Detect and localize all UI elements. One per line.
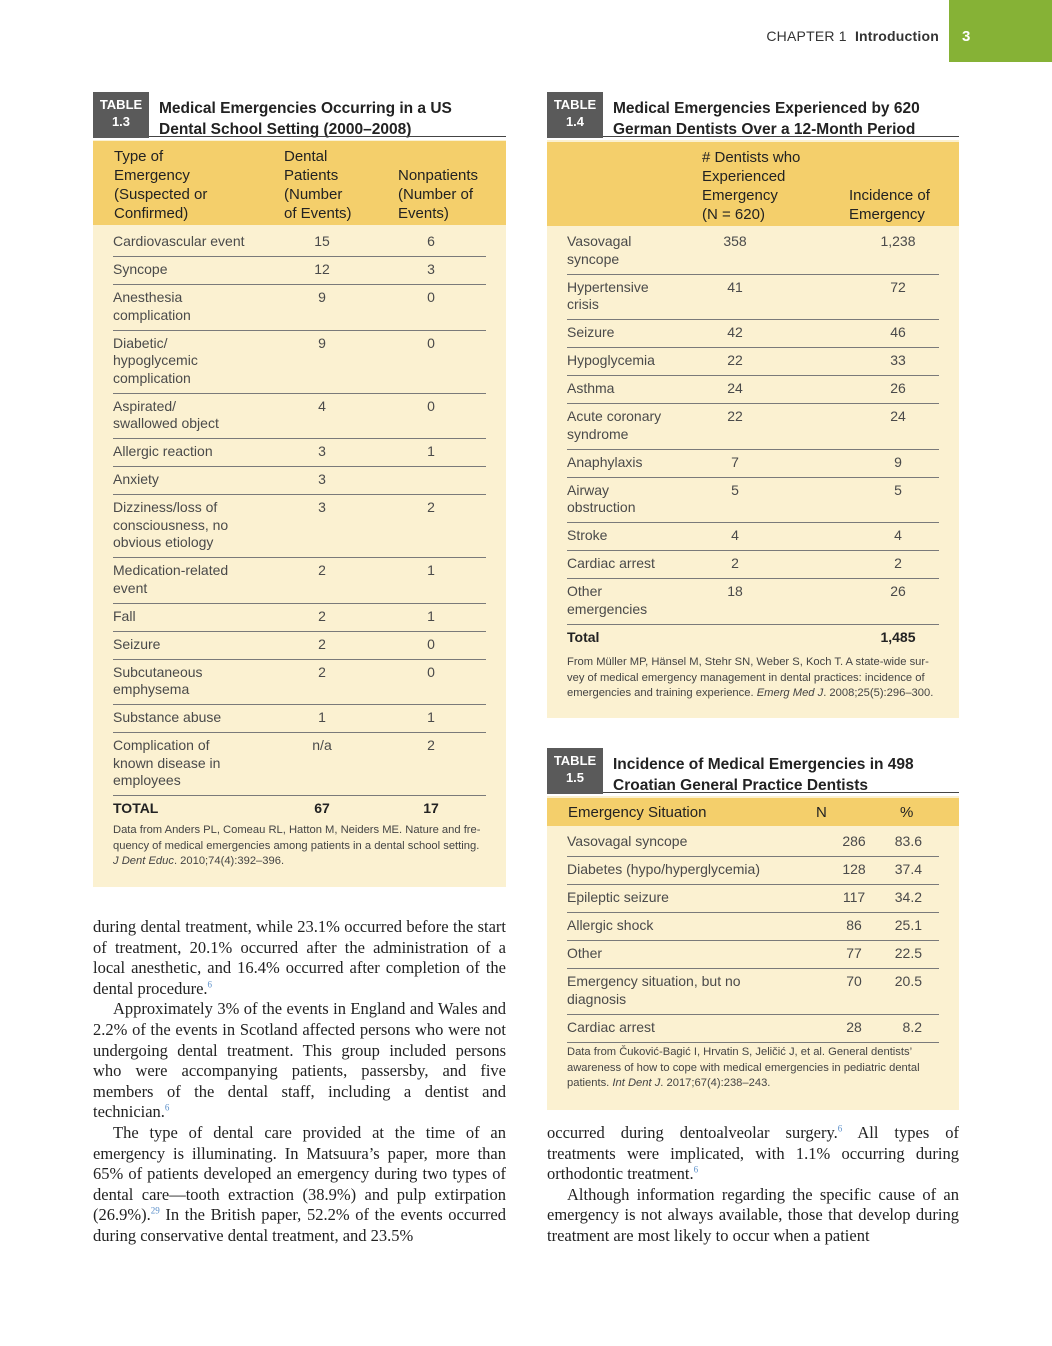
header-dentists: # Dentists who Experienced Emergency (N = 620) — [702, 149, 801, 223]
cell-incidence: 24 — [890, 408, 906, 424]
table-tag-word: TABLE — [99, 97, 143, 112]
table-row — [567, 274, 939, 321]
cell-type: Other emergencies — [567, 583, 648, 617]
table-row — [113, 466, 486, 495]
cell-type: Diabetes (hypo/hyperglycemia) — [567, 861, 760, 877]
cell-type: Anxiety — [113, 471, 159, 487]
body-text-left — [93, 917, 506, 1247]
cell-pct: 8.2 — [902, 1018, 922, 1035]
header-patients: Dental Patients (Number of Events) — [284, 148, 352, 222]
table-row — [113, 330, 486, 394]
header-n: N — [816, 804, 827, 821]
citation[interactable]: 6 — [837, 1123, 843, 1134]
cell-n: 28 — [846, 1018, 862, 1035]
cell-nonpatients: 1 — [427, 443, 435, 459]
cell-patients: 9 — [318, 334, 326, 351]
table-tag-number: 1.5 — [565, 770, 585, 785]
table-row — [113, 393, 486, 440]
cell-type: Aspirated/ swallowed object — [113, 397, 219, 431]
cell-pct: 22.5 — [894, 945, 922, 961]
cell-incidence: 46 — [890, 324, 906, 340]
cell-type: Medication-related event — [113, 562, 229, 596]
table-title-line: Dental School Setting (2000–2008) — [159, 121, 412, 138]
page-header — [0, 0, 1052, 62]
cell-type: Substance abuse — [113, 709, 222, 725]
table-row — [113, 256, 486, 285]
cell-type: Subcutaneous emphysema — [113, 663, 203, 697]
table-row — [567, 968, 939, 1015]
cell-nonpatients: 1 — [427, 709, 435, 725]
cell-patients: 12 — [314, 261, 330, 277]
table-row — [567, 477, 939, 524]
cell-nonpatients: 1 — [427, 607, 435, 624]
cell-type: Seizure — [567, 324, 615, 340]
table-title-line: Croatian General Practice Dentists — [613, 777, 868, 794]
table-row — [567, 884, 939, 913]
table-total-row — [113, 795, 486, 823]
table-title — [613, 98, 920, 140]
cell-type: Asthma — [567, 380, 615, 396]
table-row — [567, 828, 939, 857]
cell-dentists: 7 — [731, 453, 739, 470]
cell-type: Emergency situation, but no diagnosis — [567, 973, 741, 1007]
cell-patients: 2 — [318, 635, 326, 652]
table-row — [113, 631, 486, 660]
table-header — [547, 798, 959, 826]
table-title-line: Medical Emergencies Occurring in a US — [159, 100, 452, 117]
cell-patients: 2 — [318, 562, 326, 578]
cell-pct: 20.5 — [894, 973, 922, 989]
table-row — [567, 449, 939, 478]
cell-patients: n/a — [312, 737, 332, 753]
cell-type: Total — [567, 628, 600, 645]
cell-patients: 2 — [318, 663, 326, 680]
table-row — [567, 347, 939, 376]
cell-type: Other — [567, 945, 603, 961]
table-row — [567, 375, 939, 404]
table-row — [113, 438, 486, 467]
table-caption — [547, 92, 959, 140]
table-row — [567, 1014, 939, 1043]
cell-type: Cardiac arrest — [567, 1018, 655, 1035]
cell-pct: 83.6 — [894, 833, 922, 849]
table-1-5 — [547, 748, 959, 1110]
paragraph: Approximately 3% of the events in England and Wales and 2.2% of the events in Scotland affected persons who were not undergoing dental treatment. This group included persons who were accompanying patients, passersby, and five members of the dental staff, including a dentist and technician.$^6$ — [93, 999, 506, 1122]
cell-type: Fall — [113, 607, 136, 624]
table-row — [567, 940, 939, 969]
cell-incidence: 72 — [890, 278, 906, 295]
citation[interactable]: 6 — [693, 1164, 699, 1175]
table-caption — [547, 748, 959, 796]
table-tag-word: TABLE — [553, 97, 597, 112]
cell-type: Hypertensive crisis — [567, 278, 649, 312]
table-title-line: German Dentists Over a 12-Month Period — [613, 121, 916, 138]
header-percent: % — [900, 804, 914, 821]
table-row — [113, 494, 486, 558]
cell-nonpatients: 0 — [427, 635, 435, 652]
header-incidence: Incidence of Emergency — [849, 187, 930, 223]
table-header — [547, 142, 959, 226]
cell-nonpatients: 6 — [427, 233, 435, 249]
cell-incidence: 26 — [890, 583, 906, 599]
cell-dentists: 24 — [727, 380, 743, 396]
citation[interactable]: 29 — [150, 1205, 160, 1216]
cell-pct: 25.1 — [894, 917, 922, 933]
cell-type: Anaphylaxis — [567, 453, 643, 470]
table-row — [567, 912, 939, 941]
cell-type: Diabetic/ hypoglycemic complication — [113, 334, 198, 386]
cell-nonpatients: 2 — [427, 737, 435, 753]
table-1-4 — [547, 92, 959, 718]
cell-type: Acute coronary syndrome — [567, 408, 662, 442]
cell-patients: 3 — [318, 443, 326, 459]
cell-dentists: 358 — [723, 233, 747, 249]
table-caption — [93, 92, 506, 140]
table-tag-number: 1.4 — [565, 114, 585, 129]
cell-patients: 67 — [314, 800, 330, 816]
table-source: Data from Čuković-Bagić I, Hrvatin S, Jeličić J, et al. General dentists’ awareness of how to cope with medical emergencies in pediatric dental patients. Int Dent J. 2017;67(4):238–243. — [567, 1046, 920, 1089]
cell-nonpatients: 1 — [427, 562, 435, 578]
cell-dentists: 41 — [727, 278, 743, 295]
table-source: From Müller MP, Hänsel M, Stehr SN, Weber S, Koch T. A state-wide sur- vey of medical emergency management in dental practices: incidence of emergencies and training experience. Emerg Med J. 2008;25(5):296–300. — [567, 656, 934, 699]
chapter-label: CHAPTER 1 — [766, 28, 847, 44]
table-header — [93, 141, 506, 225]
cell-incidence: 4 — [894, 527, 902, 543]
cell-nonpatients: 0 — [427, 663, 435, 680]
cell-type: Epileptic seizure — [567, 889, 669, 905]
table-1-3 — [93, 92, 506, 887]
cell-n: 77 — [846, 945, 862, 961]
table-tag-number: 1.3 — [111, 114, 131, 129]
cell-patients: 4 — [318, 397, 326, 414]
caption-rule — [603, 792, 959, 793]
cell-nonpatients: 0 — [427, 397, 435, 414]
page-number: 3 — [949, 0, 1052, 62]
citation[interactable]: 6 — [164, 1102, 170, 1113]
header-type: Type of Emergency (Suspected or Confirmed) — [114, 148, 208, 222]
header-situation: Emergency Situation — [568, 804, 707, 821]
caption-rule — [603, 136, 959, 137]
table-row — [113, 704, 486, 733]
table-row — [113, 659, 486, 706]
cell-type: Cardiovascular event — [113, 233, 245, 249]
cell-n: 86 — [846, 917, 862, 933]
cell-incidence: 5 — [894, 481, 902, 498]
cell-nonpatients: 0 — [427, 334, 435, 351]
paragraph: The type of dental care provided at the time of an emergency is illuminating. In Matsuura’s paper, more than 65% of patients developed an emergency during two types of dental care—tooth extraction (38.9%) and pulp extirpation (26.9%).$^{29}$ In the British paper, 52.2% of the events occurred during conservative dental treatment, and 23.5% — [93, 1122, 506, 1245]
table-row — [113, 732, 486, 796]
running-head — [766, 28, 939, 44]
cell-pct: 37.4 — [894, 861, 922, 877]
cell-type: Syncope — [113, 261, 168, 277]
cell-type: Seizure — [113, 635, 161, 652]
table-row — [567, 228, 939, 275]
cell-n: 117 — [842, 889, 866, 905]
cell-incidence: 26 — [890, 380, 906, 396]
cell-dentists: 42 — [727, 324, 743, 340]
table-row — [113, 557, 486, 604]
table-row — [567, 403, 939, 450]
paragraph: during dental treatment, while 23.1% occurred before the start of treatment, 20.1% occurred after the administration of a local anesthetic, and 16.4% occurred after completion of the dental procedure.$^6$ — [93, 917, 506, 998]
table-row — [113, 228, 486, 257]
header-nonpatients: Nonpatients (Number of Events) — [398, 167, 479, 222]
table-source: Data from Anders PL, Comeau RL, Hatton M, Neiders ME. Nature and fre- quency of medical emergencies among patients in a dental school setting. J Dent Educ. 2010;74(4):392–396. — [113, 824, 481, 867]
table-tag — [547, 92, 603, 138]
cell-type: Allergic reaction — [113, 443, 213, 459]
cell-dentists: 22 — [727, 352, 743, 368]
cell-type: Dizziness/loss of consciousness, no obvious etiology — [113, 499, 229, 550]
cell-dentists: 5 — [731, 481, 739, 498]
cell-n: 70 — [846, 973, 862, 989]
cell-type: Stroke — [567, 527, 608, 543]
cell-type: Complication of known disease in employees — [113, 737, 221, 788]
body-text-right — [547, 1123, 959, 1247]
paragraph: occurred during dentoalveolar surgery.$^6$ All types of treatments were implicated, with 1.1% occurring during orthodontic treatment.$^6$ — [547, 1123, 959, 1184]
cell-dentists: 2 — [731, 555, 739, 571]
cell-incidence: 33 — [890, 352, 906, 368]
cell-dentists: 22 — [727, 408, 743, 424]
cell-incidence: 1,238 — [880, 233, 916, 249]
citation[interactable]: 6 — [207, 979, 213, 990]
cell-patients: 3 — [318, 499, 326, 515]
cell-nonpatients: 2 — [427, 499, 435, 515]
cell-type: Allergic shock — [567, 917, 654, 933]
cell-patients: 9 — [318, 289, 326, 305]
cell-type: Anesthesia complication — [113, 289, 191, 323]
cell-patients: 1 — [318, 709, 326, 725]
table-row — [567, 550, 939, 579]
cell-dentists: 18 — [727, 583, 743, 599]
cell-nonpatients: 3 — [427, 261, 435, 277]
section-label: Introduction — [854, 28, 939, 44]
cell-type: Vasovagal syncope — [567, 233, 632, 267]
table-row — [567, 319, 939, 348]
cell-n: 128 — [842, 861, 866, 877]
table-title-line: Medical Emergencies Experienced by 620 — [613, 100, 920, 117]
table-row — [567, 522, 939, 551]
table-title — [613, 754, 914, 796]
caption-rule — [149, 136, 506, 137]
paragraph: Although information regarding the specific cause of an emergency is not always available, those that develop during treatment are most likely to occur when a patient — [547, 1184, 959, 1245]
table-row — [113, 284, 486, 331]
cell-type: Cardiac arrest — [567, 555, 655, 571]
table-title-line: Incidence of Medical Emergencies in 498 — [613, 756, 914, 773]
table-total-row — [567, 624, 939, 652]
cell-n: 286 — [842, 833, 866, 849]
cell-type: Airway obstruction — [567, 481, 636, 515]
cell-patients: 3 — [318, 471, 326, 487]
table-row — [113, 603, 486, 632]
table-tag — [547, 748, 603, 794]
table-tag — [93, 92, 149, 138]
cell-type: TOTAL — [113, 800, 159, 816]
cell-incidence: 9 — [894, 453, 902, 470]
cell-pct: 34.2 — [894, 889, 922, 905]
table-row — [567, 578, 939, 625]
cell-dentists: 4 — [731, 527, 739, 543]
cell-incidence: 1,485 — [880, 628, 916, 645]
cell-type: Vasovagal syncope — [567, 833, 688, 849]
cell-patients: 15 — [314, 233, 330, 249]
cell-incidence: 2 — [894, 555, 902, 571]
cell-nonpatients: 17 — [423, 800, 439, 816]
table-tag-word: TABLE — [553, 753, 597, 768]
cell-type: Hypoglycemia — [567, 352, 655, 368]
cell-patients: 2 — [318, 607, 326, 624]
cell-nonpatients: 0 — [427, 289, 435, 305]
table-row — [567, 856, 939, 885]
table-title — [159, 98, 452, 140]
